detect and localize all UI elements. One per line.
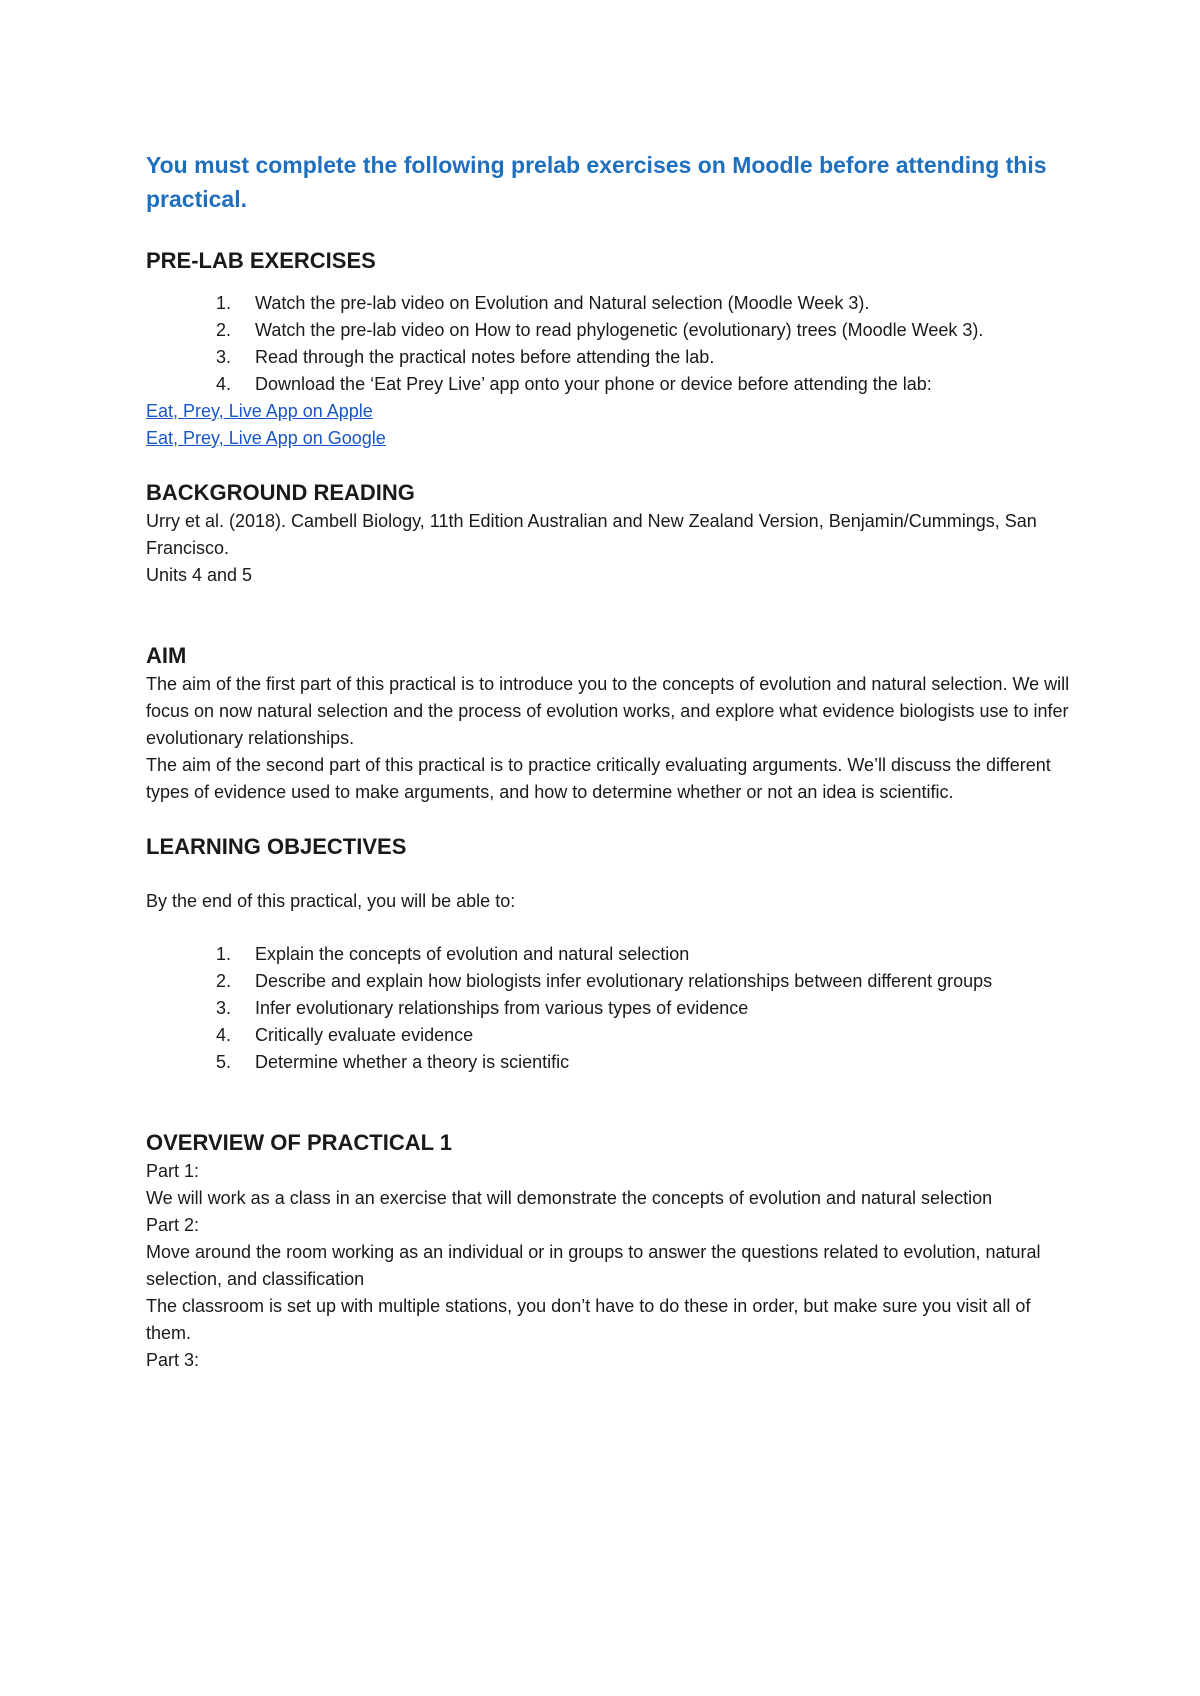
background-heading: BACKGROUND READING [146, 480, 415, 505]
aim-paragraph: The aim of the first part of this practical is to introduce you to the concepts of evolution and natural selection. We will focus on now natural selection and the process of evolution works, and explore what evidence biologists use to infer evolutionary relationships. [146, 674, 1070, 748]
list-item: 5. Determine whether a theory is scientific [216, 1052, 570, 1072]
google-app-link[interactable]: Eat, Prey, Live App on Google [146, 428, 386, 448]
background-units: Units 4 and 5 [146, 565, 253, 585]
list-item: 2. Describe and explain how biologists infer evolutionary relationships between different groups [216, 971, 993, 991]
overview-line: Part 2: [146, 1215, 200, 1235]
apple-app-link[interactable]: Eat, Prey, Live App on Apple [146, 401, 373, 421]
list-item: 4. Critically evaluate evidence [216, 1025, 474, 1045]
aim-paragraph: The aim of the second part of this practical is to practice critically evaluating arguments. We’ll discuss the different types of evidence used to make arguments, and how to determine whether or not an idea is scientific. [146, 755, 1051, 802]
aim-heading: AIM [146, 643, 187, 668]
prelab-list [146, 290, 1076, 398]
list-item: 3. Read through the practical notes before attending the lab. [216, 347, 715, 367]
prelab-notice: You must complete the following prelab exercises on Moodle before attending this practical. [146, 152, 1047, 212]
overview-line: Move around the room working as an individual or in groups to answer the questions related to evolution, natural selection, and classification [146, 1242, 1041, 1289]
list-item: 3. Infer evolutionary relationships from various types of evidence [216, 998, 749, 1018]
overview-line: Part 3: [146, 1350, 200, 1370]
document-page [146, 148, 1076, 1374]
objectives-lead: By the end of this practical, you will be able to: [146, 891, 516, 911]
overview-line: The classroom is set up with multiple stations, you don’t have to do these in order, but make sure you visit all of them. [146, 1296, 1031, 1343]
list-item: 1. Explain the concepts of evolution and natural selection [216, 944, 690, 964]
overview-heading: OVERVIEW OF PRACTICAL 1 [146, 1130, 453, 1155]
prelab-heading: PRE-LAB EXERCISES [146, 248, 376, 273]
background-reference: Urry et al. (2018). Cambell Biology, 11th Edition Australian and New Zealand Version, Benjamin/Cummings, San Francisco. [146, 511, 1037, 558]
objectives-heading: LEARNING OBJECTIVES [146, 834, 407, 859]
list-item: 1. Watch the pre-lab video on Evolution and Natural selection (Moodle Week 3). [216, 293, 870, 313]
list-item: 2. Watch the pre-lab video on How to read phylogenetic (evolutionary) trees (Moodle Week 3). [216, 320, 984, 340]
overview-line: We will work as a class in an exercise that will demonstrate the concepts of evolution and natural selection [146, 1188, 993, 1208]
objectives-list [146, 941, 1076, 1076]
list-item: 4. Download the ‘Eat Prey Live’ app onto your phone or device before attending the lab: [216, 374, 932, 394]
overview-line: Part 1: [146, 1161, 200, 1181]
